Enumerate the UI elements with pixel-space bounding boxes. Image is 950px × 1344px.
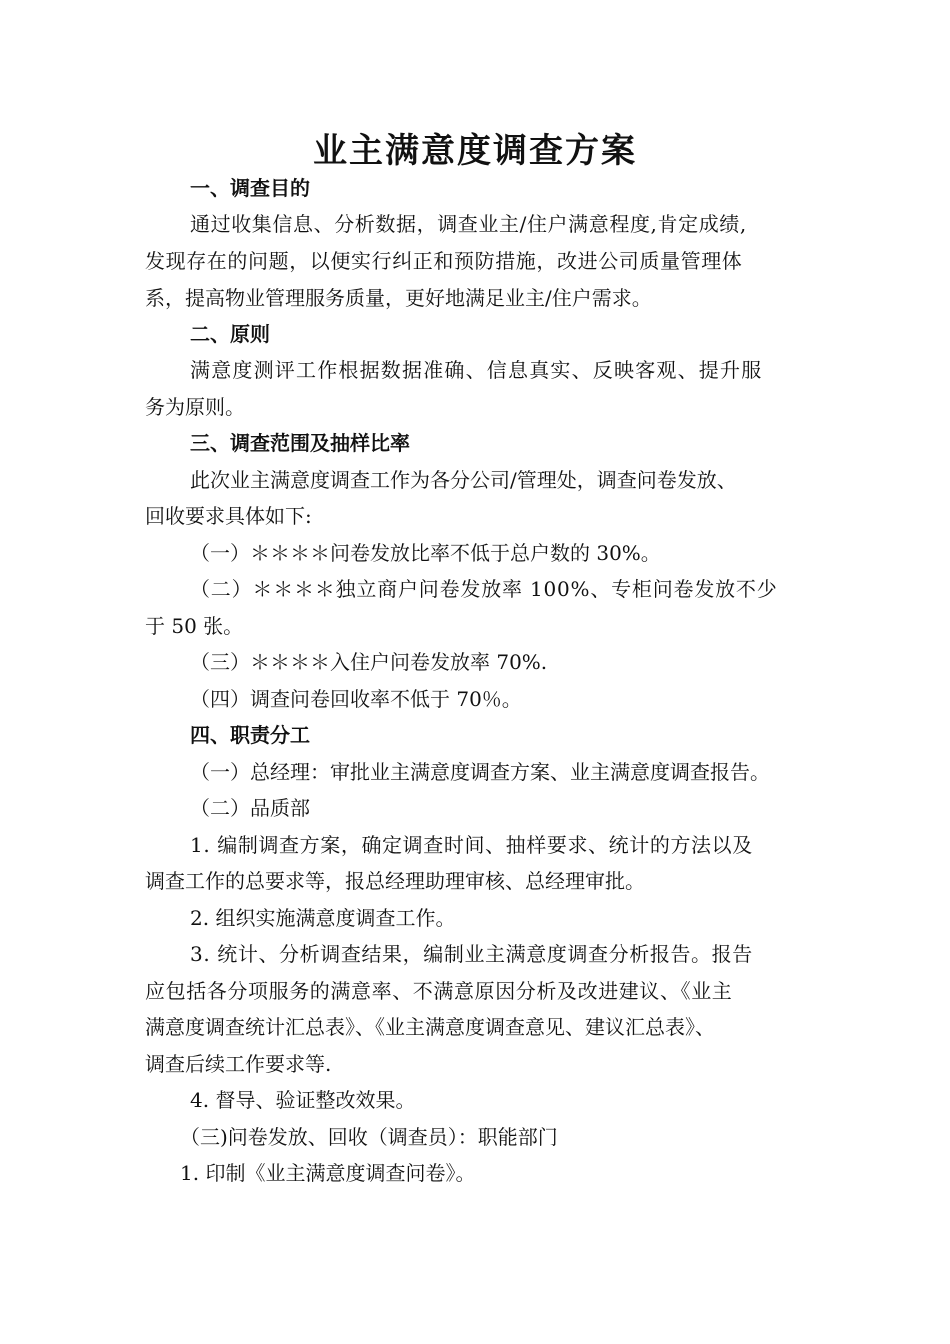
paragraph-line: 调查后续工作要求等.	[145, 1052, 332, 1076]
list-item: 2. 组织实施满意度调查工作。	[190, 906, 456, 930]
list-item: 1. 印制《业主满意度调查问卷》。	[180, 1161, 476, 1185]
list-item: （一）＊＊＊＊问卷发放比率不低于总户数的 30%。	[190, 541, 661, 565]
paragraph-line: 应包括各分项服务的满意率、不满意原因分析及改进建议、《业主	[145, 979, 733, 1003]
list-item: （二）＊＊＊＊独立商户问卷发放率 100%、专柜问卷发放不少	[190, 577, 778, 601]
paragraph-line: 于 50 张。	[145, 614, 244, 638]
list-item: （一）总经理：审批业主满意度调查方案、业主满意度调查报告。	[190, 760, 770, 784]
list-item: 3. 统计、分析调查结果，编制业主满意度调查分析报告。报告	[190, 942, 753, 966]
section-heading-scope: 三、调查范围及抽样比率	[190, 431, 410, 455]
paragraph-line: 调查工作的总要求等，报总经理助理审核、总经理审批。	[145, 869, 645, 893]
paragraph-line: 发现存在的问题，以便实行纠正和预防措施，改进公司质量管理体	[145, 249, 743, 273]
section-heading-duties: 四、职责分工	[190, 723, 310, 747]
document-title: 业主满意度调查方案	[313, 131, 637, 171]
paragraph-line: 满意度测评工作根据数据准确、信息真实、反映客观、提升服	[190, 358, 763, 382]
paragraph-line: 回收要求具体如下:	[145, 504, 312, 528]
list-item: （三）＊＊＊＊入住户问卷发放率 70%.	[190, 650, 548, 674]
list-item: 4. 督导、验证整改效果。	[190, 1088, 416, 1112]
list-item: 1. 编制调查方案，确定调查时间、抽样要求、统计的方法以及	[190, 833, 753, 857]
list-item: （二）品质部	[190, 796, 310, 820]
paragraph-line: 务为原则。	[145, 395, 245, 419]
paragraph-line: 系，提高物业管理服务质量，更好地满足业主/住户需求。	[145, 286, 652, 310]
list-item: （三)问卷发放、回收（调查员）：职能部门	[180, 1125, 558, 1149]
section-heading-principle: 二、原则	[190, 322, 270, 346]
paragraph-line: 通过收集信息、分析数据，调查业主/住户满意程度,肯定成绩,	[190, 212, 747, 236]
paragraph-line: 此次业主满意度调查工作为各分公司/管理处，调查问卷发放、	[190, 468, 737, 492]
paragraph-line: 满意度调查统计汇总表》、《业主满意度调查意见、建议汇总表》、	[145, 1015, 715, 1039]
section-heading-purpose: 一、调查目的	[190, 176, 310, 200]
list-item: （四）调查问卷回收率不低于 70％。	[190, 687, 522, 711]
